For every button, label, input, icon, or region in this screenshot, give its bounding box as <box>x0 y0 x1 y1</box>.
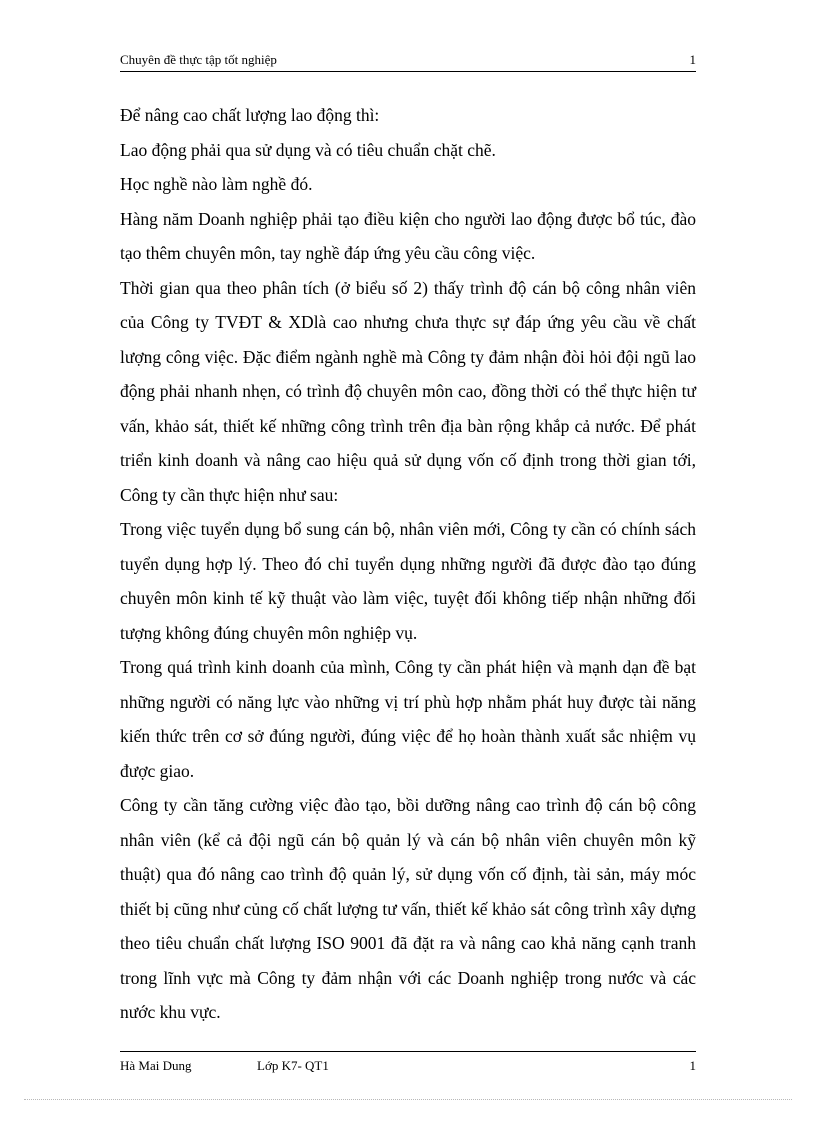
page-boundary-dotted-line <box>24 1099 792 1100</box>
footer-page-number: 1 <box>689 1058 696 1073</box>
paragraph: Trong quá trình kinh doanh của mình, Công ty cần phát hiện và mạnh dạn đề bạt những người có năng lực vào những vị trí phù hợp nhằm phát huy được tài năng kiến thức trên cơ sở đúng người, đúng việc để họ hoàn thành xuất sắc nhiệm vụ được giao. <box>120 657 696 781</box>
header-page-number: 1 <box>689 52 696 67</box>
paragraph: Công ty cần tăng cường việc đào tạo, bồi dưỡng nâng cao trình độ cán bộ công nhân viên (kể cả đội ngũ cán bộ quản lý và cán bộ nhân viên chuyên môn kỹ thuật) qua đó nâng cao trình độ quản lý, sử dụng vốn cố định, tài sản, máy móc thiết bị cũng như củng cố chất lượng tư vấn, thiết kế khảo sát công trình xây dựng theo tiêu chuẩn chất lượng ISO 9001 đã đặt ra và nâng cao khả năng cạnh tranh trong lĩnh vực mà Công ty đảm nhận với các Doanh nghiệp trong nước và các nước khu vực. <box>120 795 696 1022</box>
header-rule <box>120 71 696 72</box>
paragraph: Học nghề nào làm nghề đó. <box>120 174 313 194</box>
paragraph: Hàng năm Doanh nghiệp phải tạo điều kiện cho người lao động được bổ túc, đào tạo thêm chuyên môn, tay nghề đáp ứng yêu cầu công việc. <box>120 208 696 263</box>
document-body <box>120 98 696 1030</box>
paragraph: Để nâng cao chất lượng lao động thì: <box>120 105 380 125</box>
paragraph: Trong việc tuyển dụng bổ sung cán bộ, nhân viên mới, Công ty cần có chính sách tuyển dụng hợp lý. Theo đó chỉ tuyển dụng những người đã được đào tạo đúng chuyên môn kinh tế kỹ thuật vào làm việc, tuyệt đối không tiếp nhận những đối tượng không đúng chuyên môn nghiệp vụ. <box>120 519 696 643</box>
footer-rule <box>120 1051 696 1052</box>
footer-author: Hà Mai Dung <box>120 1058 192 1073</box>
footer-class-name: Lớp K7- QT1 <box>257 1058 329 1073</box>
header-title: Chuyên đề thực tập tốt nghiệp <box>120 52 277 67</box>
paragraph: Lao động phải qua sử dụng và có tiêu chuẩn chặt chẽ. <box>120 139 496 160</box>
paragraph: Thời gian qua theo phân tích (ở biểu số 2) thấy trình độ cán bộ công nhân viên của Công ty TVĐT & XDlà cao nhưng chưa thực sự đáp ứng yêu cầu về chất lượng công việc. Đặc điểm ngành nghề mà Công ty đảm nhận đòi hỏi đội ngũ lao động phải nhanh nhẹn, có trình độ chuyên môn cao, đồng thời có thể thực hiện tư vấn, khảo sát, thiết kế những công trình trên địa bàn rộng khắp cả nước. Để phát triển kinh doanh và nâng cao hiệu quả sử dụng vốn cố định trong thời gian tới, Công ty cần thực hiện như sau: <box>120 277 696 505</box>
